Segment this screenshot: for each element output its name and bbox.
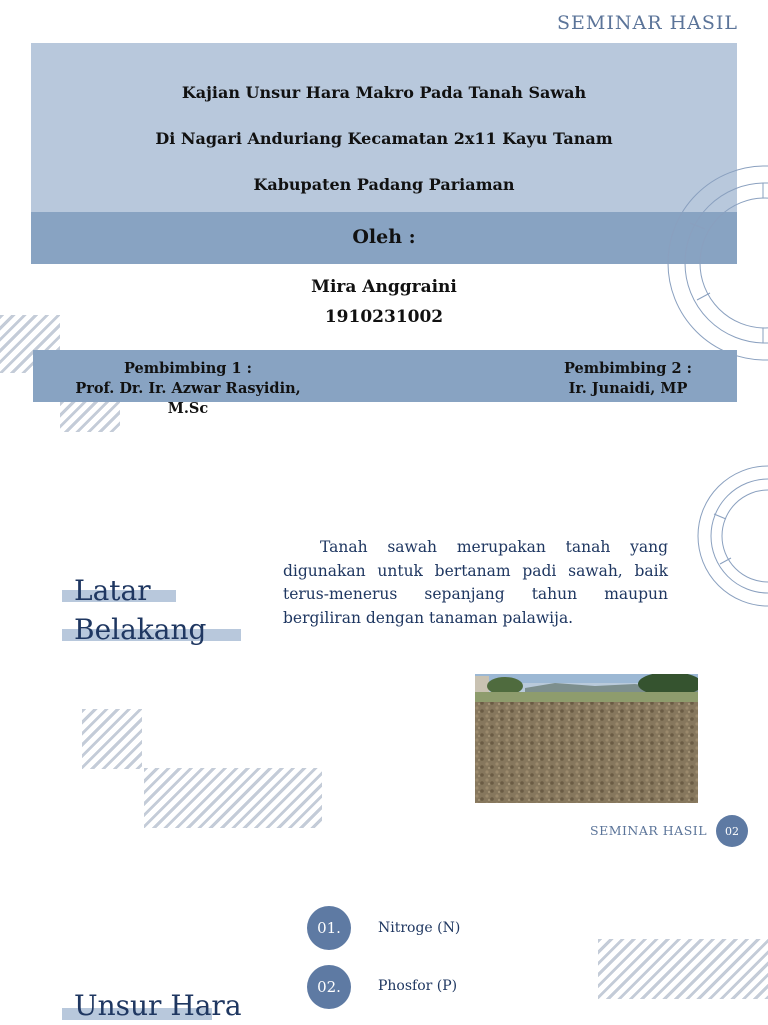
hatch-pattern-decoration (82, 709, 142, 769)
unsur-title: Unsur Hara (74, 989, 242, 1022)
author-name: Mira Anggraini (311, 277, 457, 297)
pembimbing-1-name: Prof. Dr. Ir. Azwar Rasyidin, M.Sc (75, 380, 301, 417)
item-label: Nitroge (N) (378, 920, 461, 936)
pembimbing-1 (53, 359, 323, 419)
oleh-label: Oleh : (352, 226, 416, 248)
concentric-rings-decoration (690, 464, 768, 608)
latar-title-line-1: Latar (74, 574, 151, 607)
oleh-block (31, 212, 737, 264)
title-line-1: Kajian Unsur Hara Makro Pada Tanah Sawah (181, 83, 587, 102)
title-block (31, 43, 737, 212)
latar-paragraph: Tanah sawah merupakan tanah yang digunakan untuk bertanam padi sawah, baik terus-menerus sepanjang tahun maupun bergiliran dengan tanaman palawija. (283, 538, 668, 627)
pembimbing-block (33, 350, 737, 417)
hatch-pattern-decoration (598, 939, 768, 999)
page-number-badge: 02 (716, 815, 748, 847)
footer-label: SEMINAR HASIL (590, 823, 708, 838)
hatch-pattern-decoration (144, 768, 322, 828)
pembimbing-1-label: Pembimbing 1 : (124, 360, 252, 377)
latar-title-line-2: Belakang (74, 613, 207, 646)
pembimbing-2 (533, 359, 723, 399)
pembimbing-2-label: Pembimbing 2 : (564, 360, 692, 377)
header-label: SEMINAR HASIL (557, 12, 738, 34)
item-number-badge: 02. (307, 965, 351, 1009)
item-number-badge: 01. (307, 906, 351, 950)
title-line-3: Kabupaten Padang Pariaman (253, 175, 515, 194)
rice-field-photo (475, 674, 698, 803)
pembimbing-2-name: Ir. Junaidi, MP (568, 380, 688, 397)
concentric-rings-decoration (655, 165, 768, 365)
item-label: Phosfor (P) (378, 978, 458, 994)
title-line-2: Di Nagari Anduriang Kecamatan 2x11 Kayu Tanam (155, 129, 613, 148)
author-id: 1910231002 (324, 307, 444, 327)
